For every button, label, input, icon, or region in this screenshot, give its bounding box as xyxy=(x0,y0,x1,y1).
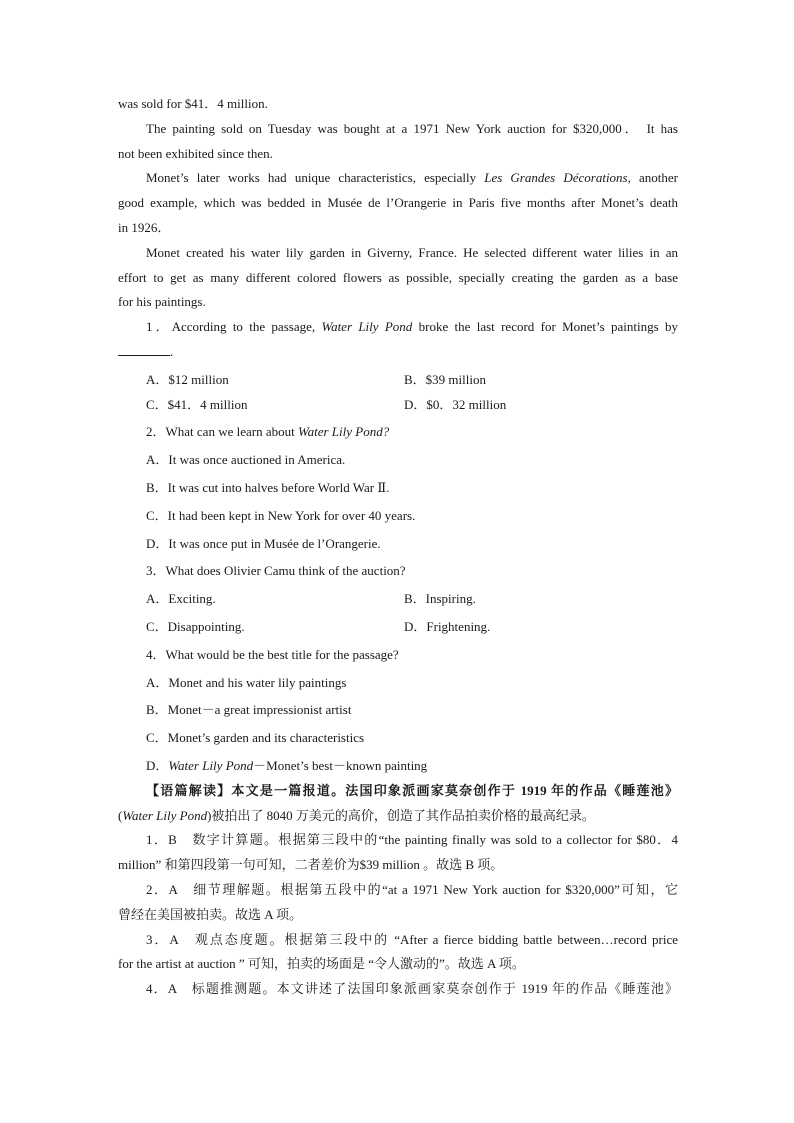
analysis-line: million” 和第四段第一句可知，二者差价为$39 million 。故选 B 项。 xyxy=(118,857,504,873)
analysis-line: 曾经在美国被拍卖。故选 A 项。 xyxy=(118,906,303,922)
answer-1-explanation: 1．B 数字计算题。根据第三段中的“the painting finally was sold to a collector for $80．4 xyxy=(146,832,678,848)
passage-line: was sold for $41．4 million. xyxy=(118,96,268,111)
text: D． xyxy=(146,757,169,773)
question-1-options-row xyxy=(118,368,678,393)
question-3: 3．What does Olivier Camu think of the auction? xyxy=(146,563,406,579)
text: ( xyxy=(118,807,123,823)
question-1-blank-line xyxy=(118,340,678,365)
passage-paragraph-garden: Monet created his water lily garden in Giverny, France. He selected different water lilies in an xyxy=(146,244,678,260)
passage-paragraph-later-works xyxy=(118,166,678,191)
text: . xyxy=(170,343,174,359)
option-b[interactable]: B．Inspiring. xyxy=(404,591,476,607)
option-b[interactable]: B．$39 million xyxy=(404,371,486,387)
italic-title: Water Lily Pond xyxy=(168,757,254,773)
question-3-options-row xyxy=(118,615,678,640)
analysis-line xyxy=(118,804,678,829)
question-2 xyxy=(118,420,678,445)
text: )被拍出了 8040 万美元的高价，创造了其作品拍卖价格的最高纪录。 xyxy=(207,807,595,823)
option-a[interactable]: A．Monet and his water lily paintings xyxy=(146,674,347,690)
passage-line: for his paintings. xyxy=(118,294,206,310)
option-a[interactable]: A．$12 million xyxy=(146,371,229,387)
text: －Monet’s best－known painting xyxy=(253,757,428,773)
text: 2．What can we learn about xyxy=(146,424,298,440)
text: Monet’s later works had unique characteristics, especially xyxy=(146,170,485,186)
passage-line: in 1926． xyxy=(118,219,171,235)
italic-title: Les Grandes Décorations, xyxy=(484,170,631,186)
option-c[interactable]: C．Disappointing. xyxy=(146,618,245,634)
italic-title: Water Lily Pond xyxy=(321,319,413,335)
option-c[interactable]: C．$41．4 million xyxy=(146,396,248,412)
option-d[interactable] xyxy=(118,754,678,779)
italic-title: Water Lily Pond? xyxy=(297,424,390,440)
option-a[interactable]: A．Exciting. xyxy=(146,591,216,607)
text: 1．According to the passage, xyxy=(146,319,322,335)
option-d[interactable]: D．Frightening. xyxy=(404,618,491,634)
option-c[interactable]: C．Monet’s garden and its characteristics xyxy=(146,730,365,746)
option-b[interactable]: B．Monet－a great impressionist artist xyxy=(146,702,352,718)
question-1 xyxy=(118,315,678,340)
answer-3-explanation: 3．A 观点态度题。根据第三段中的 “After a fierce bidding battle between…record price xyxy=(146,931,678,947)
passage-line: effort to get as many different colored flowers as possible, specially creating the garden as a base xyxy=(118,269,678,285)
option-d[interactable]: D．$0．32 million xyxy=(404,396,507,412)
analysis-heading-text: 【语篇解读】本文是一篇报道。法国印象派画家莫奈创作于 1919 年的作品《睡莲池》 xyxy=(146,782,678,798)
question-1-options-row xyxy=(118,393,678,418)
passage-line: good example, which was bedded in Musée de l’Orangerie in Paris five months after Monet’s death xyxy=(118,195,678,211)
answer-4-explanation: 4．A 标题推测题。本文讲述了法国印象派画家莫奈创作于 1919 年的作品《睡莲池》 xyxy=(146,981,678,997)
option-d[interactable]: D．It was once put in Musée de l’Orangerie. xyxy=(146,535,381,551)
document-page xyxy=(118,92,678,1002)
passage-line: not been exhibited since then. xyxy=(118,145,273,161)
analysis-line: for the artist at auction ” 可知，拍卖的场面是 “令人激动的”。故选 A 项。 xyxy=(118,956,525,972)
option-c[interactable]: C．It had been kept in New York for over 40 years. xyxy=(146,507,416,523)
option-a[interactable]: A．It was once auctioned in America. xyxy=(146,452,346,468)
text: broke the last record for Monet’s paintings by xyxy=(412,319,678,335)
answer-blank xyxy=(118,341,170,356)
italic-title: Water Lily Pond xyxy=(122,807,208,823)
text: another xyxy=(630,170,679,186)
passage-paragraph-auction: The painting sold on Tuesday was bought at a 1971 New York auction for $320,000． It has xyxy=(146,120,678,136)
question-3-options-row xyxy=(118,587,678,612)
analysis-heading xyxy=(118,779,678,804)
question-4: 4．What would be the best title for the passage? xyxy=(146,646,399,662)
option-b[interactable]: B．It was cut into halves before World War Ⅱ. xyxy=(146,479,390,495)
answer-2-explanation: 2．A 细节理解题。根据第五段中的“at a 1971 New York auction for $320,000”可知，它 xyxy=(146,881,678,897)
